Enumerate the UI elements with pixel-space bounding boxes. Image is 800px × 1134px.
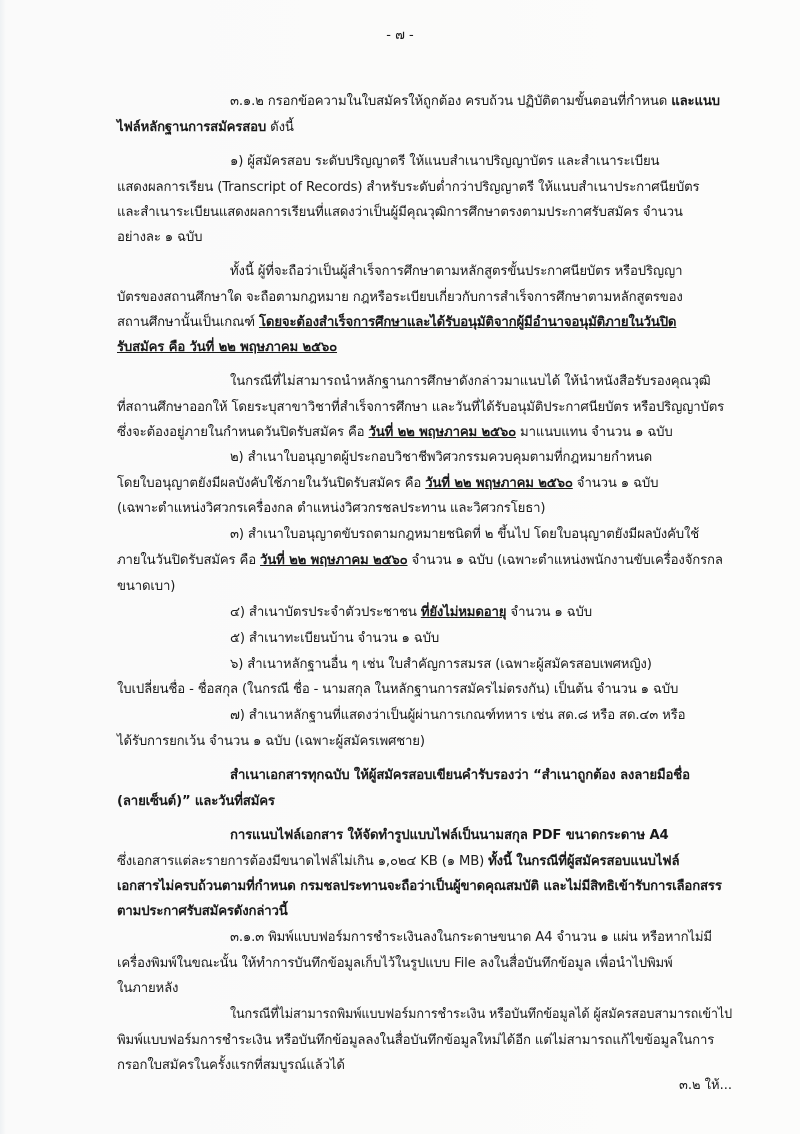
text-segment: แสดงผลการเรียน (Transcript of Records) สำหรับระดับต่ำกว่าปริญญาตรี ให้แนบสำเนาประกาศนียบัตร: [117, 180, 700, 195]
text-line: [230, 827, 669, 845]
text-line: [117, 179, 700, 197]
text-line: [117, 475, 658, 493]
text-line: [117, 229, 202, 247]
text-line: [230, 656, 652, 674]
text-segment: ๓.๑.๓ พิมพ์แบบฟอร์มการชำระเงินลงในกระดาษขนาด A4 จำนวน ๑ แผ่น หรือหากไม่มี: [230, 930, 712, 945]
text-line: [117, 339, 337, 357]
text-segment: ได้รับการยกเว้น จำนวน ๑ ฉบับ (เฉพาะผู้สมัครเพศชาย): [117, 734, 425, 749]
text-line: [230, 373, 711, 391]
text-segment: ขนาดกระดาษ A4: [565, 828, 669, 843]
text-segment: ขนาดเบา): [117, 579, 176, 594]
text-segment: จำนวน ๑ ฉบับ: [572, 476, 659, 491]
text-segment: ทั้งนี้ ในกรณีที่ผู้สมัครสอบแนบไฟล์: [488, 854, 680, 869]
text-segment: และแนบ: [671, 94, 720, 109]
text-line: [117, 578, 175, 596]
text-segment: กรอกใบสมัครในครั้งแรกที่สมบูรณ์แล้วได้: [117, 1058, 345, 1073]
text-line: [117, 399, 724, 417]
text-segment: เครื่องพิมพ์ในขณะนั้น ให้ทำการบันทึกข้อมูลเก็บไว้ในรูปแบบ File ลงในสื่อบันทึกข้อมูล เพื่อนำไปพิมพ์: [117, 956, 673, 971]
text-line: [230, 1006, 732, 1024]
text-segment: ๔) สำเนาบัตรประจำตัวประชาชน: [230, 605, 421, 620]
text-line: [230, 526, 699, 544]
text-segment: ตามประกาศรับสมัครดังกล่าวนี้: [117, 904, 288, 919]
text-line: [117, 1057, 345, 1075]
text-segment: สำเนาเอกสารทุกฉบับ ให้ผู้สมัครสอบเขียนคำรับรองว่า “สำเนาถูกต้อง ลงลายมือชื่อ: [230, 768, 690, 783]
text-line: [230, 93, 720, 111]
text-line: [230, 153, 659, 171]
text-line: [117, 681, 678, 699]
text-segment: (ลายเซ็นต์)” และวันที่สมัคร: [117, 794, 275, 809]
text-segment: ภายในวันปิดรับสมัคร คือ: [117, 553, 261, 568]
text-segment: ๗) สำเนาหลักฐานที่แสดงว่าเป็นผู้ผ่านการเกณฑ์ทหาร เช่น สด.๘ หรือ สด.๔๓ หรือ: [230, 708, 686, 723]
text-line: [117, 289, 683, 307]
text-line: [117, 500, 545, 518]
text-segment: ที่ยังไม่หมดอายุ: [420, 605, 507, 620]
continuation-marker: ๓.๒ ให้...: [678, 1078, 732, 1093]
text-segment: ๓.๑.๒ กรอกข้อความในใบสมัครให้ถูกต้อง ครบถ้วน ปฏิบัติตามขั้นตอนที่กำหนด: [230, 94, 672, 109]
text-segment: ในภายหลัง: [117, 981, 179, 996]
text-segment: ใบเปลี่ยนชื่อ - ชื่อสกุล (ในกรณี ชื่อ - นามสกุล ในหลักฐานการสมัครไม่ตรงกัน) เป็นต้น จำนวน ๑ ฉบับ: [117, 682, 679, 697]
text-line: [230, 449, 652, 467]
text-segment: พิมพ์แบบฟอร์มการชำระเงิน หรือบันทึกข้อมูลลงในสื่อบันทึกข้อมูลใหม่ได้อีก แต่ไม่สามารถแก้ไขข้อมูลในการ: [117, 1033, 715, 1048]
text-line: [117, 980, 178, 998]
text-segment: ซึ่งเอกสารแต่ละรายการต้องมีขนาดไฟล์ไม่เกิน ๑,๐๒๔ KB (๑ MB): [117, 854, 489, 869]
text-line: [117, 204, 683, 222]
text-line: [117, 1032, 714, 1050]
text-line: [117, 903, 288, 921]
text-segment: ในกรณีที่ไม่สามารถพิมพ์แบบฟอร์มการชำระเงิน หรือบันทึกข้อมูลได้ ผู้สมัครสอบสามารถเข้าไป: [230, 1007, 732, 1022]
text-segment: ๓) สำเนาใบอนุญาตขับรถตามกฎหมายชนิดที่ ๒ ขึ้นไป โดยใบอนุญาตยังมีผลบังคับใช้: [230, 527, 700, 542]
text-segment: โดยจะต้องสำเร็จการศึกษาและได้รับอนุมัติจากผู้มีอำนาจอนุมัติภายในวันปิด: [259, 315, 677, 330]
text-line: [117, 853, 679, 871]
text-segment: เอกสารไม่ครบถ้วนตามที่กำหนด กรมชลประทานจะถือว่าเป็นผู้ขาดคุณสมบัติ และไม่มีสิทธิเข้ารับการเลือกสรร: [117, 879, 722, 894]
text-line: [230, 707, 685, 725]
text-line: [230, 604, 592, 622]
text-line: [117, 733, 425, 751]
text-segment: ๖) สำเนาหลักฐานอื่น ๆ เช่น ใบสำคัญการสมรส (เฉพาะผู้สมัครสอบเพศหญิง): [230, 657, 652, 672]
text-segment: (เฉพาะตำแหน่งวิศวกรเครื่องกล ตำแหน่งวิศวกรชลประทาน และวิศวกรโยธา): [117, 501, 546, 516]
text-segment: ที่สถานศึกษาออกให้ โดยระบุสาขาวิชาที่สำเร็จการศึกษา และวันที่ได้รับอนุมัติประกาศนียบัตร หรือปริญญาบัตร: [117, 400, 725, 415]
text-segment: จำนวน ๑ ฉบับ: [506, 605, 592, 620]
text-segment: ในกรณีที่ไม่สามารถนำหลักฐานการศึกษาดังกล่าวมาแนบได้ ให้นำหนังสือรับรองคุณวุฒิ: [230, 374, 711, 389]
text-line: [230, 630, 439, 648]
text-segment: วันที่ ๒๒ พฤษภาคม ๒๕๖๐: [260, 553, 408, 568]
text-segment: ทั้งนี้ ผู้ที่จะถือว่าเป็นผู้สำเร็จการศึกษาตามหลักสูตรขั้นประกาศนียบัตร หรือปริญญา: [230, 264, 683, 279]
text-line: [117, 424, 673, 442]
text-segment: ดังนี้: [266, 120, 294, 135]
text-segment: วันที่ ๒๒ พฤษภาคม ๒๕๖๐: [368, 425, 516, 440]
text-segment: ๕) สำเนาทะเบียนบ้าน จำนวน ๑ ฉบับ: [230, 631, 440, 646]
text-segment: รับสมัคร คือ วันที่ ๒๒ พฤษภาคม ๒๕๖๐: [117, 340, 338, 355]
text-segment: ๑) ผู้สมัครสอบ ระดับปริญญาตรี ให้แนบสำเนาปริญญาบัตร และสำเนาระเบียน: [230, 154, 660, 169]
text-line: [230, 929, 712, 947]
text-segment: จำนวน ๑ ฉบับ (เฉพาะตำแหน่งพนักงานขับเครื่องจักรกล: [407, 553, 723, 568]
text-segment: วันที่ ๒๒ พฤษภาคม ๒๕๖๐: [425, 476, 573, 491]
text-line: [117, 119, 294, 137]
text-line: [117, 552, 723, 570]
text-segment: โดยใบอนุญาตยังมีผลบังคับใช้ภายในวันปิดรับสมัคร คือ: [117, 476, 426, 491]
text-segment: มาแนบแทน จำนวน ๑ ฉบับ: [516, 425, 673, 440]
text-line: [117, 955, 673, 973]
text-segment: การแนบไฟล์เอกสาร ให้จัดทำรูปแบบไฟล์เป็นนามสกุล PDF: [230, 828, 566, 843]
text-line: [117, 878, 722, 896]
text-segment: บัตรของสถานศึกษาใด จะถือตามกฎหมาย กฎหรือระเบียบเกี่ยวกับการสำเร็จการศึกษาตามหลักสูตรของ: [117, 290, 683, 305]
text-segment: ซึ่งจะต้องอยู่ภายในกำหนดวันปิดรับสมัคร คือ: [117, 425, 369, 440]
text-segment: ๒) สำเนาใบอนุญาตผู้ประกอบวิชาชีพวิศวกรรมควบคุมตามที่กฎหมายกำหนด: [230, 450, 653, 465]
text-segment: อย่างละ ๑ ฉบับ: [117, 230, 203, 245]
text-line: [117, 314, 676, 332]
text-segment: และสำเนาระเบียนแสดงผลการเรียนที่แสดงว่าเป็นผู้มีคุณวุฒิการศึกษาตรงตามประกาศรับสมัคร จำนวน: [117, 205, 683, 220]
text-line: [230, 767, 690, 785]
page-number: - ๗ -: [386, 28, 414, 43]
text-segment: ไฟล์หลักฐานการสมัครสอบ: [117, 120, 267, 135]
text-segment: สถานศึกษานั้นเป็นเกณฑ์: [117, 315, 259, 330]
text-line: [230, 263, 682, 281]
text-line: [117, 793, 275, 811]
